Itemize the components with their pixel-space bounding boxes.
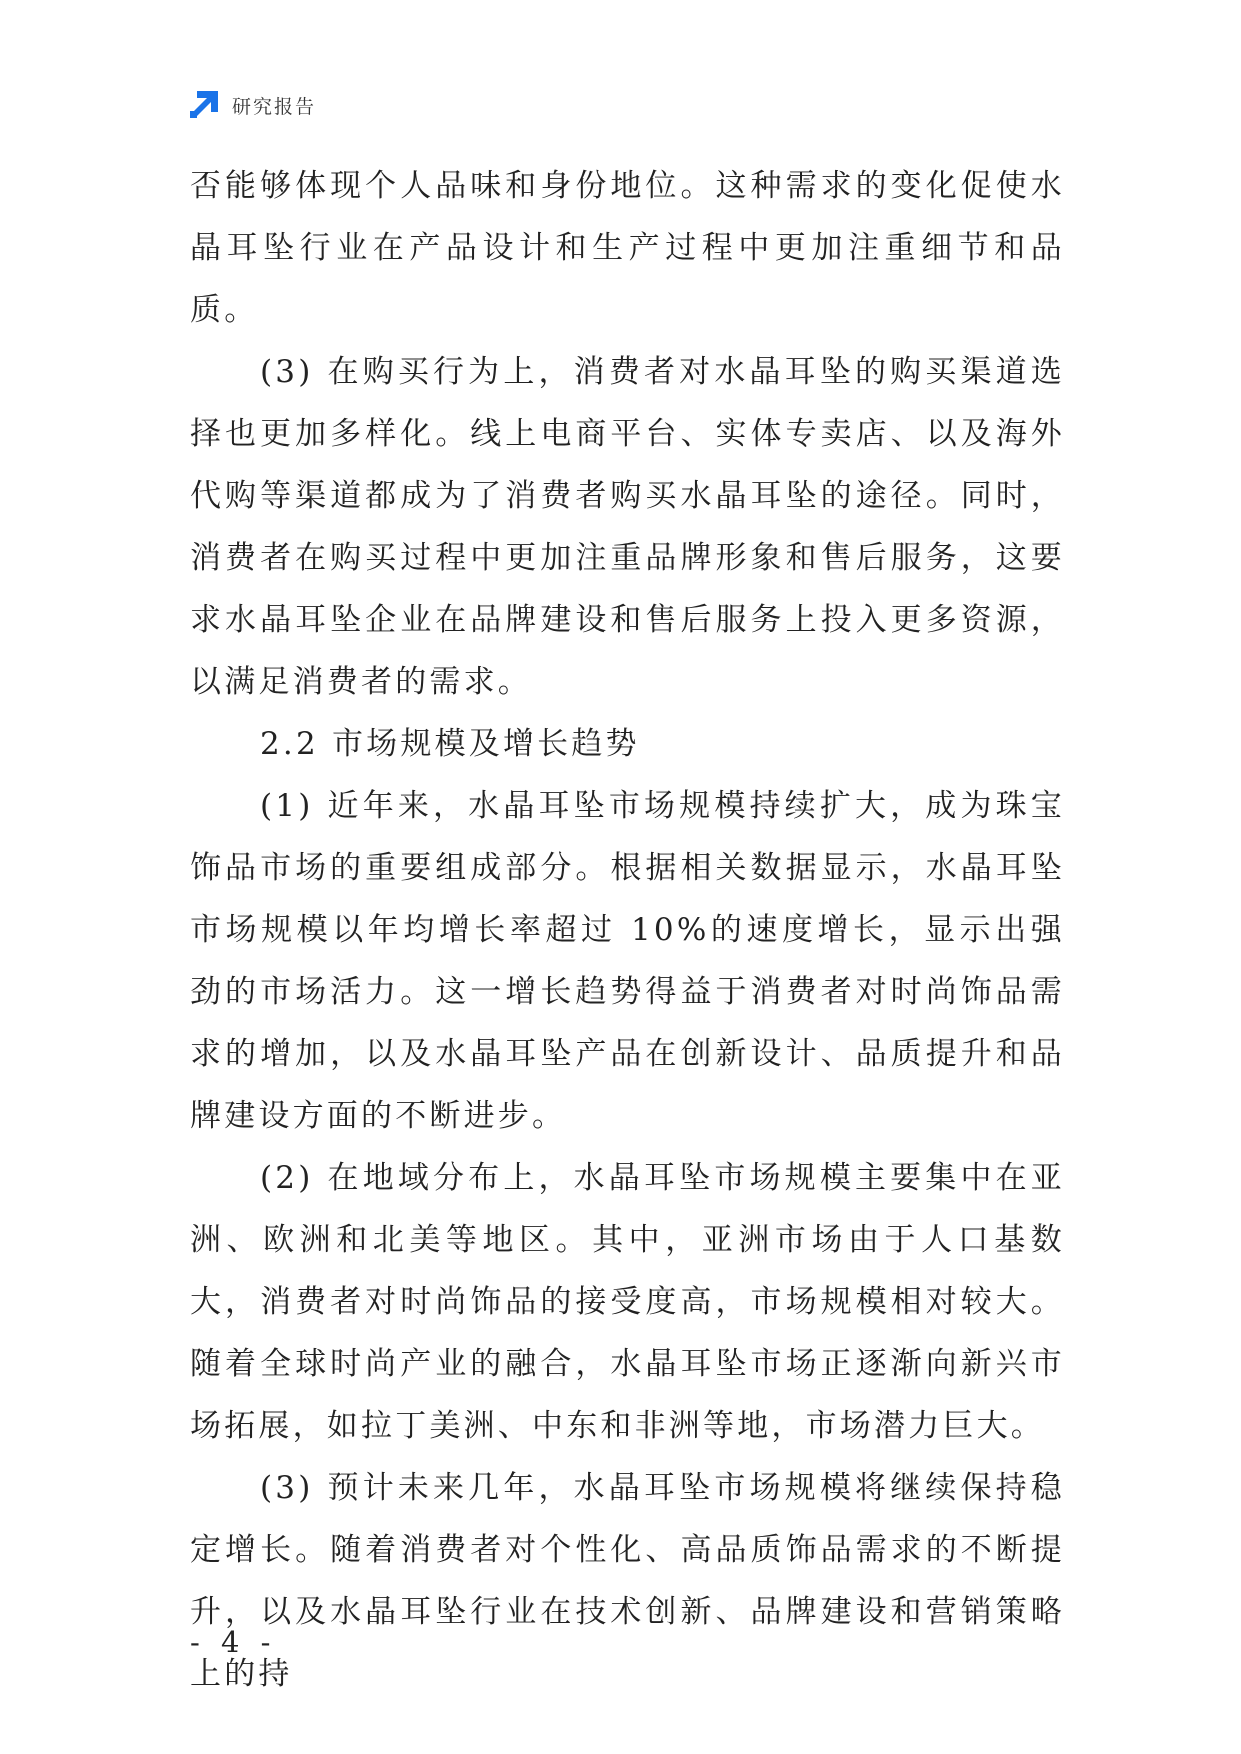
- header-title: 研究报告: [232, 95, 317, 118]
- section-heading: 2.2 市场规模及增长趋势: [260, 726, 640, 762]
- report-header: [188, 88, 316, 122]
- paragraph-market-size: (1) 近年来，水晶耳坠市场规模持续扩大，成为珠宝饰品市场的重要组成部分。根据相关数据显示，水晶耳坠市场规模以年均增长率超过 10%的速度增长，显示出强劲的市场活力。这一增长趋势得益于消费者对时尚饰品需求的增加，以及水晶耳坠产品在创新设计、品质提升和品牌建设方面的不断进步。: [190, 788, 1065, 1134]
- paragraph-forecast: (3) 预计未来几年，水晶耳坠市场规模将继续保持稳定增长。随着消费者对个性化、高品质饰品需求的不断提升，以及水晶耳坠行业在技术创新、品牌建设和营销策略上的持: [190, 1470, 1065, 1692]
- page-number: - 4 -: [190, 1625, 277, 1659]
- document-body: [190, 155, 1065, 1705]
- paragraph-purchase-behavior: (3) 在购买行为上，消费者对水晶耳坠的购买渠道选择也更加多样化。线上电商平台、实体专卖店、以及海外代购等渠道都成为了消费者购买水晶耳坠的途径。同时，消费者在购买过程中更加注重品牌形象和售后服务，这要求水晶耳坠企业在品牌建设和售后服务上投入更多资源，以满足消费者的需求。: [190, 354, 1065, 700]
- paragraph-regional-distribution: (2) 在地域分布上，水晶耳坠市场规模主要集中在亚洲、欧洲和北美等地区。其中，亚洲市场由于人口基数大，消费者对时尚饰品的接受度高，市场规模相对较大。随着全球时尚产业的融合，水晶耳坠市场正逐渐向新兴市场拓展，如拉丁美洲、中东和非洲等地，市场潜力巨大。: [190, 1160, 1065, 1444]
- paragraph-continuation: 否能够体现个人品味和身份地位。这种需求的变化促使水晶耳坠行业在产品设计和生产过程中更加注重细节和品质。: [190, 168, 1065, 328]
- arrow-up-right-icon: [188, 89, 220, 121]
